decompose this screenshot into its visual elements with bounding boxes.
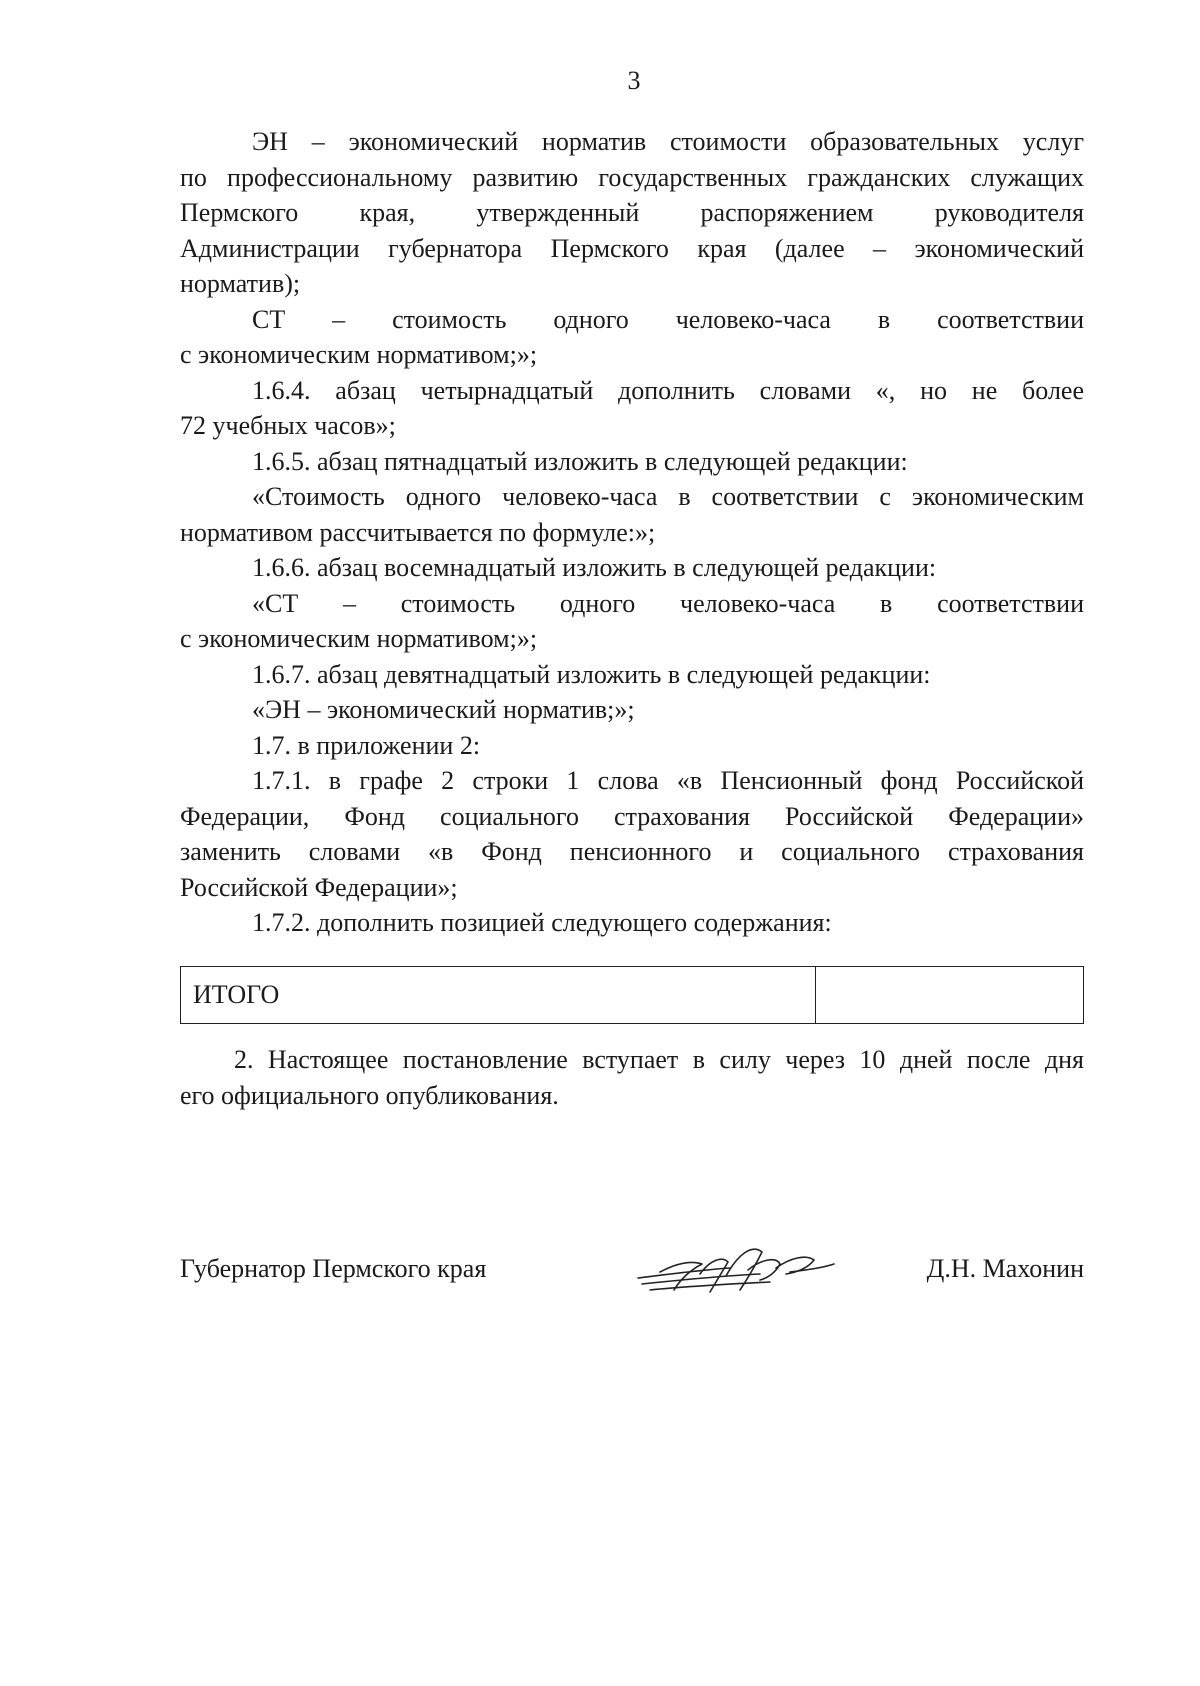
text-line: его официального опубликования.	[180, 1080, 559, 1110]
paragraph-st-definition	[180, 302, 1084, 373]
signatory-name: Д.Н. Махонин	[926, 1254, 1084, 1283]
paragraph-1-6-5	[180, 444, 1084, 480]
text-line: 1.6.4. абзац четырнадцатый дополнить словами «, но не более	[252, 375, 1084, 405]
paragraph-1-7	[180, 728, 1084, 764]
text-line: 1.7. в приложении 2:	[252, 730, 481, 760]
text-line: с экономическим нормативом;»;	[180, 340, 538, 369]
page-number: 3	[627, 66, 641, 95]
text-line: ЭН – экономический норматив стоимости образовательных услуг	[252, 127, 1084, 156]
total-label-cell: ИТОГО	[181, 967, 816, 1024]
paragraph-en-definition	[180, 124, 1084, 302]
paragraph-1-7-1	[180, 763, 1084, 905]
paragraph-cost-formula	[180, 479, 1084, 550]
text-line: с экономическим нормативом;»;	[180, 624, 538, 653]
text-line: Федерации, Фонд социального страхования Российской Федерации»	[180, 801, 1084, 831]
text-line: «ЭН – экономический норматив;»;	[252, 695, 635, 724]
text-line: 2. Настоящее постановление вступает в силу через 10 дней после дня	[234, 1045, 1084, 1074]
paragraph-1-6-6	[180, 550, 1084, 586]
text-line: Администрации губернатора Пермского края (далее – экономический	[180, 233, 1084, 263]
text-line: 1.6.6. абзац восемнадцатый изложить в следующей редакции:	[252, 553, 937, 582]
text-line: 1.6.7. абзац девятнадцатый изложить в следующей редакции:	[252, 659, 931, 689]
text-line: 1.6.5. абзац пятнадцатый изложить в следующей редакции:	[252, 446, 908, 476]
paragraph-st-quote	[180, 586, 1084, 657]
text-line: нормативом рассчитывается по формуле:»;	[180, 517, 656, 547]
document-body	[180, 124, 1084, 941]
text-line: «Стоимость одного человеко-часа в соответствии с экономическим	[252, 482, 1084, 511]
text-line: Российской Федерации»;	[180, 872, 458, 902]
text-line: норматив);	[180, 269, 301, 298]
paragraph-1-7-2	[180, 905, 1084, 941]
text-line: 1.7.2. дополнить позицией следующего содержания:	[252, 908, 832, 937]
table-row	[181, 967, 1084, 1024]
final-clause	[180, 1042, 1084, 1113]
text-line: по профессиональному развитию государственных гражданских служащих	[180, 162, 1084, 192]
text-line: Пермского края, утвержденный распоряжением руководителя	[180, 198, 1084, 227]
text-line: заменить словами «в Фонд пенсионного и социального страхования	[180, 837, 1084, 866]
paragraph-1-6-7	[180, 657, 1084, 693]
paragraph-1-6-4	[180, 373, 1084, 444]
total-value-cell	[816, 967, 1084, 1024]
text-line: «СТ – стоимость одного человеко-часа в соответствии	[252, 588, 1084, 618]
paragraph-en-quote	[180, 692, 1084, 728]
text-line: 1.7.1. в графе 2 строки 1 слова «в Пенсионный фонд Российской	[252, 766, 1084, 795]
total-table	[180, 966, 1084, 1024]
signature-block	[180, 1240, 1084, 1300]
text-line: СТ – стоимость одного человеко-часа в соответствии	[252, 304, 1084, 334]
signatory-title: Губернатор Пермского края	[180, 1254, 487, 1283]
handwritten-signature	[630, 1234, 840, 1304]
text-line: 72 учебных часов»;	[180, 411, 396, 440]
